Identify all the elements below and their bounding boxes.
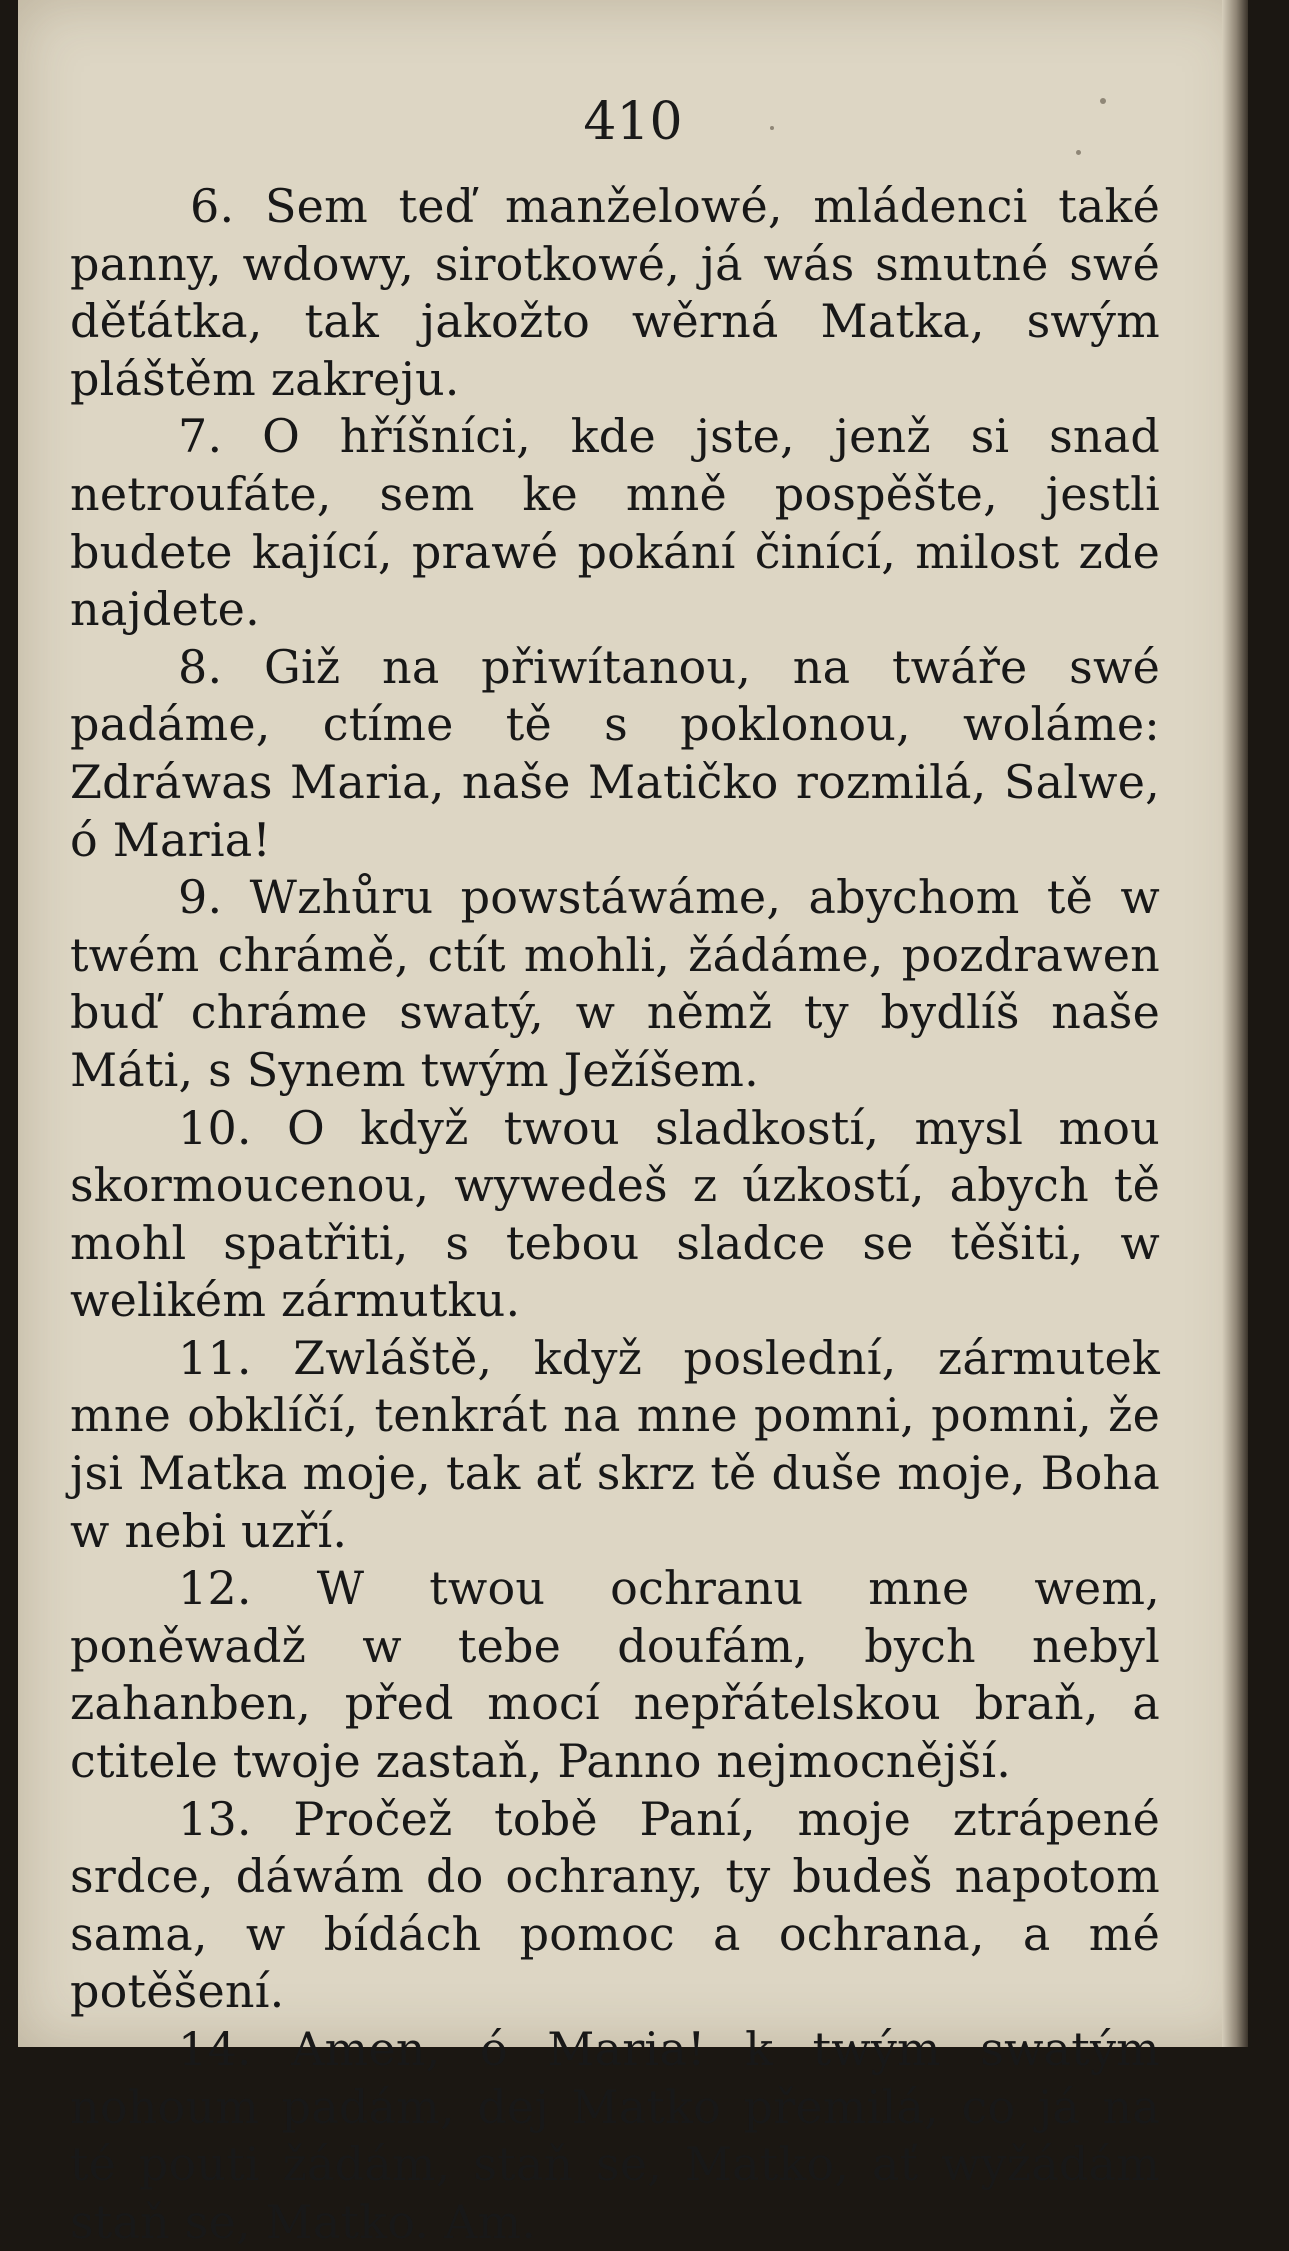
verse-10: 10. O když twou sladkostí, mysl mou skormoucenou, wywedeš z úzkostí, abych tě mohl spatřiti, s tebou sladce se těšiti, w welikém zármutku. [70, 1100, 1160, 1328]
verse-7: 7. O hříšníci, kde jste, jenž si snad netroufáte, sem ke mně pospěšte, jestli budete kající, prawé pokání činící, milost zde najdete. [70, 409, 1160, 637]
verse-12: 12. W twou ochranu mne wem, poněwadž w tebe doufám, bych nebyl zahanben, před mocí nepřátelskou braň, a ctitele twoje zastaň, Panno nejmocnější. [70, 1561, 1160, 1789]
verse-8: 8. Giž na přiwítanou, na twáře swé padáme, ctíme tě s poklonou, woláme: Zdráwas Maria, naše Matičko rozmilá, Salwe, ó Maria! [70, 639, 1160, 867]
verse-11: 11. Zwláště, když poslední, zármutek mne obklíčí, tenkrát na mne pomni, pomni, že jsi Matka moje, tak ať skrz tě duše moje, Boha w nebi uzří. [70, 1330, 1160, 1558]
book-page [18, 0, 1248, 2249]
paper-speck [770, 126, 774, 130]
verse-9: 9. Wzhůru powstáwáme, abychom tě w twém chrámě, ctít mohli, žádáme, pozdrawen buď chráme swatý, w němž ty bydlíš naše Máti, s Synem twým Ježíšem. [70, 870, 1160, 1097]
paper-speck [1076, 150, 1081, 155]
hymn-text [70, 178, 1160, 2251]
verse-6: 6. Sem teď manželowé, mládenci také panny, wdowy, sirotkowé, já wás smutné swé děťátka, tak jakožto wěrná Matka, swým pláštěm zakreju. [70, 179, 1160, 406]
verse-13: 13. Pročež tobě Paní, moje ztrápené srdce, dáwám do ochrany, ty budeš napotom sama, w bídách pomoc a ochrana, a mé potěšení. [70, 1791, 1160, 2019]
verse-14: 14. Amen, ó Maria! k twým swatým nohoum padám, dej Matko přemilá, co já na té pouti žádám, staň se, Matko, ať wyžádám staň se, Matko. Am. [70, 2022, 1160, 2249]
paper-speck [1100, 98, 1106, 104]
page-number: 410 [583, 92, 683, 152]
